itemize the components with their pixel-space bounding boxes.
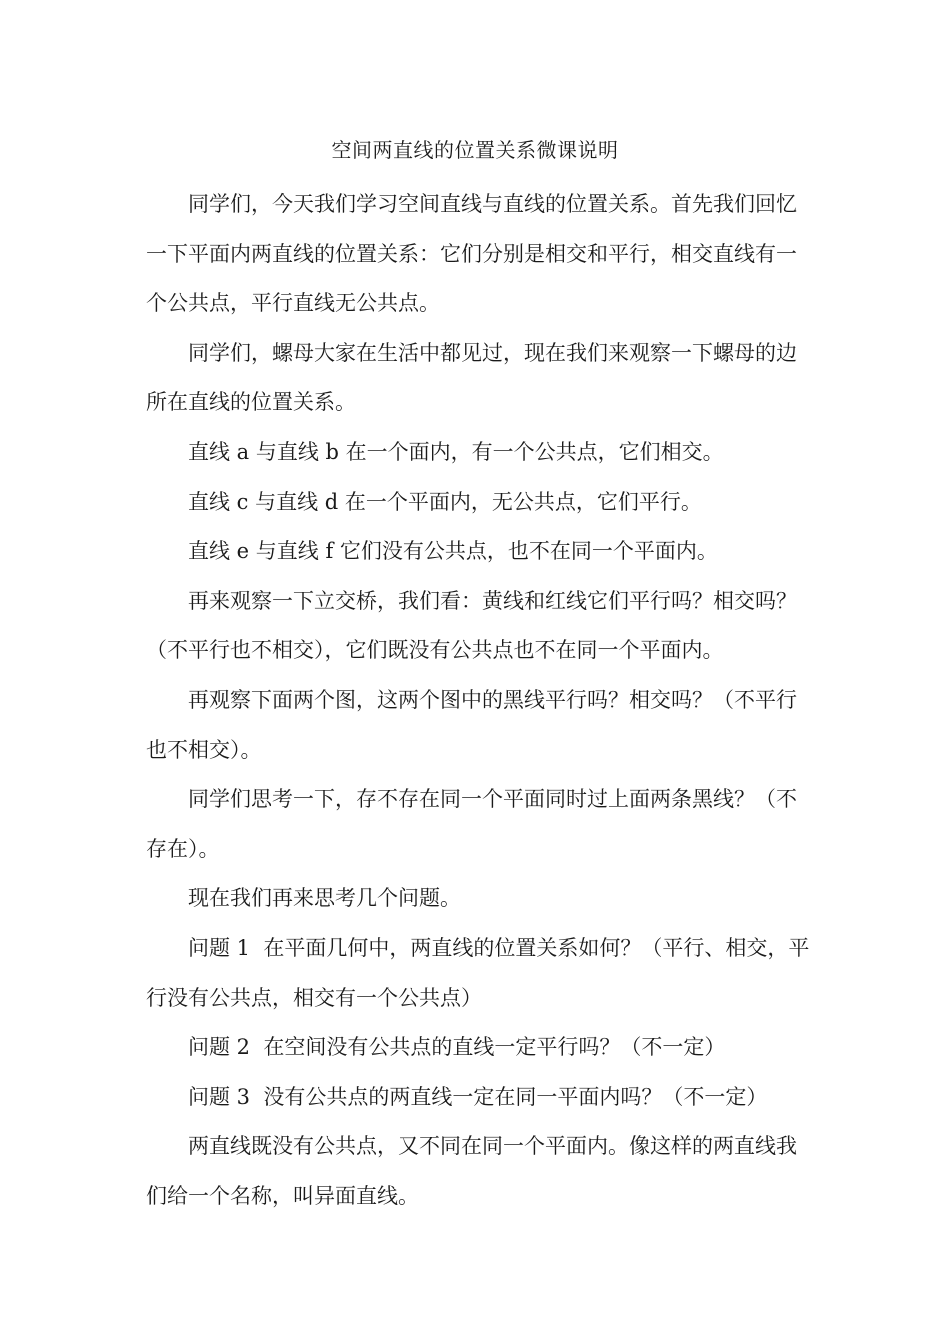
paragraph-lines-cd: 直线 c 与直线 d 在一个平面内，无公共点，它们平行。	[188, 489, 702, 514]
document-body	[146, 180, 812, 1221]
paragraph-lines-ef: 直线 e 与直线 f 它们没有公共点，也不在同一个平面内。	[188, 539, 718, 564]
paragraph-nut: 同学们，螺母大家在生活中都见过，现在我们来观察一下螺母的边所在直线的位置关系。	[146, 340, 797, 415]
paragraph-question-3: 问题 3 没有公共点的两直线一定在同一平面内吗？（不一定）	[188, 1084, 768, 1109]
paragraph-question-1: 问题 1 在平面几何中，两直线的位置关系如何？（平行、相交，平行没有公共点，相交有一个公共点）	[146, 935, 810, 1010]
paragraph-intro: 同学们，今天我们学习空间直线与直线的位置关系。首先我们回忆一下平面内两直线的位置关系：它们分别是相交和平行，相交直线有一个公共点，平行直线无公共点。	[146, 192, 797, 316]
paragraph-think-plane: 同学们思考一下，存不存在同一个平面同时过上面两条黑线？（不存在）。	[146, 787, 797, 861]
paragraph-question-2: 问题 2 在空间没有公共点的直线一定平行吗？（不一定）	[188, 1035, 726, 1060]
paragraph-two-figures: 再观察下面两个图，这两个图中的黑线平行吗？相交吗？（不平行也不相交）。	[146, 687, 797, 762]
document-title: 空间两直线的位置关系微课说明	[331, 138, 619, 162]
paragraph-overpass: 再来观察一下立交桥，我们看：黄线和红线它们平行吗？相交吗？（不平行也不相交），它们既没有公共点也不在同一个平面内。	[146, 588, 797, 663]
paragraph-questions-intro: 现在我们再来思考几个问题。	[188, 886, 461, 911]
paragraph-lines-ab: 直线 a 与直线 b 在一个面内，有一个公共点，它们相交。	[188, 439, 724, 464]
paragraph-skew-lines: 两直线既没有公共点，又不同在同一个平面内。像这样的两直线我们给一个名称，叫异面直线。	[146, 1134, 797, 1208]
